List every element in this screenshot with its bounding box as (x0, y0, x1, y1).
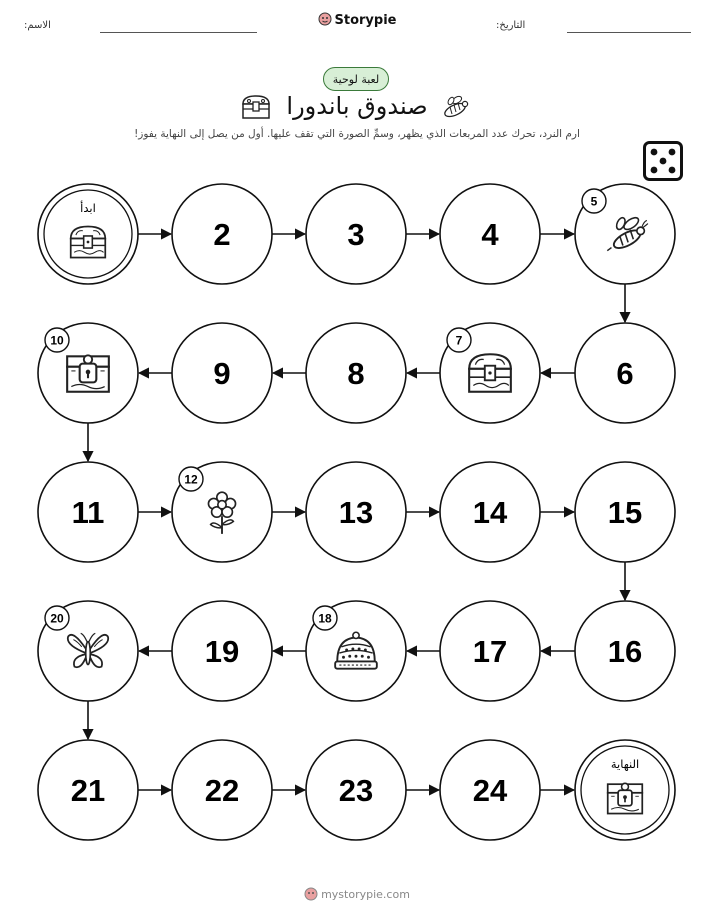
cell-number: 21 (70, 773, 106, 808)
cell-number: 19 (204, 634, 240, 669)
locked-box-icon (67, 355, 109, 391)
date-label: التاريخ: (496, 20, 526, 31)
cell-number: 8 (347, 356, 365, 391)
cell-number: 17 (472, 634, 508, 669)
cell-number: 13 (338, 495, 374, 530)
board-cell-22 (172, 740, 272, 840)
board-cell-10 (38, 323, 138, 423)
board-cell-20 (38, 601, 138, 701)
board-cell-24 (440, 740, 540, 840)
cell-number-badge (313, 606, 337, 630)
board-cell-13 (306, 462, 406, 562)
locked-box-icon (608, 783, 643, 813)
badge-number: 10 (50, 333, 64, 348)
brand-name: Storypie (334, 13, 397, 28)
badge-number: 20 (50, 611, 64, 626)
cell-number: 15 (607, 495, 643, 530)
category-badge: لعبة لوحية (323, 67, 389, 91)
board-cell-8 (306, 323, 406, 423)
cell-number: 3 (347, 217, 365, 252)
cell-number: 6 (616, 356, 634, 391)
instructions: ارم النرد، تحرك عدد المربعات الذي يظهر، وسمِّ الصورة التي تقف عليها. أول من يصل إلى النهاية يفوز! (134, 128, 580, 140)
board-cell-16 (575, 601, 675, 701)
board-cell-12 (172, 462, 272, 562)
board-cell-6 (575, 323, 675, 423)
cell-number: 23 (338, 773, 374, 808)
cell-number: 11 (71, 495, 105, 530)
cell-number-badge (582, 189, 606, 213)
board-cell-14 (440, 462, 540, 562)
board-cell-2 (172, 184, 272, 284)
cell-number: 16 (607, 634, 643, 669)
treasure-chest-icon (469, 354, 511, 392)
board-cell-18 (306, 601, 406, 701)
cell-number-badge (179, 467, 203, 491)
board-cells (38, 184, 675, 840)
cell-number-badge (45, 606, 69, 630)
cell-number: 2 (213, 217, 231, 252)
treasure-chest-icon (71, 226, 106, 257)
board-cell-3 (306, 184, 406, 284)
footer (0, 887, 714, 901)
cell-number: 24 (472, 773, 508, 808)
cell-number: 4 (481, 217, 499, 252)
cell-number: 14 (472, 495, 508, 530)
board-cell-25 (575, 740, 675, 840)
cell-number: 9 (213, 356, 231, 391)
start-label: ابدأ (80, 201, 96, 215)
board-cell-9 (172, 323, 272, 423)
board-cell-5 (575, 184, 675, 284)
badge-number: 12 (184, 472, 198, 487)
board-cell-1 (38, 184, 138, 284)
badge-number: 5 (590, 194, 598, 209)
board-cell-15 (575, 462, 675, 562)
page-title: صندوق باندورا (286, 92, 428, 120)
footer-url[interactable]: mystorypie.com (321, 888, 410, 901)
name-label: الاسم: (24, 20, 51, 31)
finish-label: النهاية (610, 757, 640, 771)
storypie-mascot-icon (304, 887, 318, 901)
board-cell-17 (440, 601, 540, 701)
cell-number-badge (45, 328, 69, 352)
board-cell-23 (306, 740, 406, 840)
board-cell-11 (38, 462, 138, 562)
board-cell-7 (440, 323, 540, 423)
board-cell-19 (172, 601, 272, 701)
cell-number-badge (447, 328, 471, 352)
badge-number: 7 (455, 333, 463, 348)
board-cell-21 (38, 740, 138, 840)
cell-number: 22 (204, 773, 240, 808)
board-cell-4 (440, 184, 540, 284)
badge-number: 18 (318, 611, 332, 626)
